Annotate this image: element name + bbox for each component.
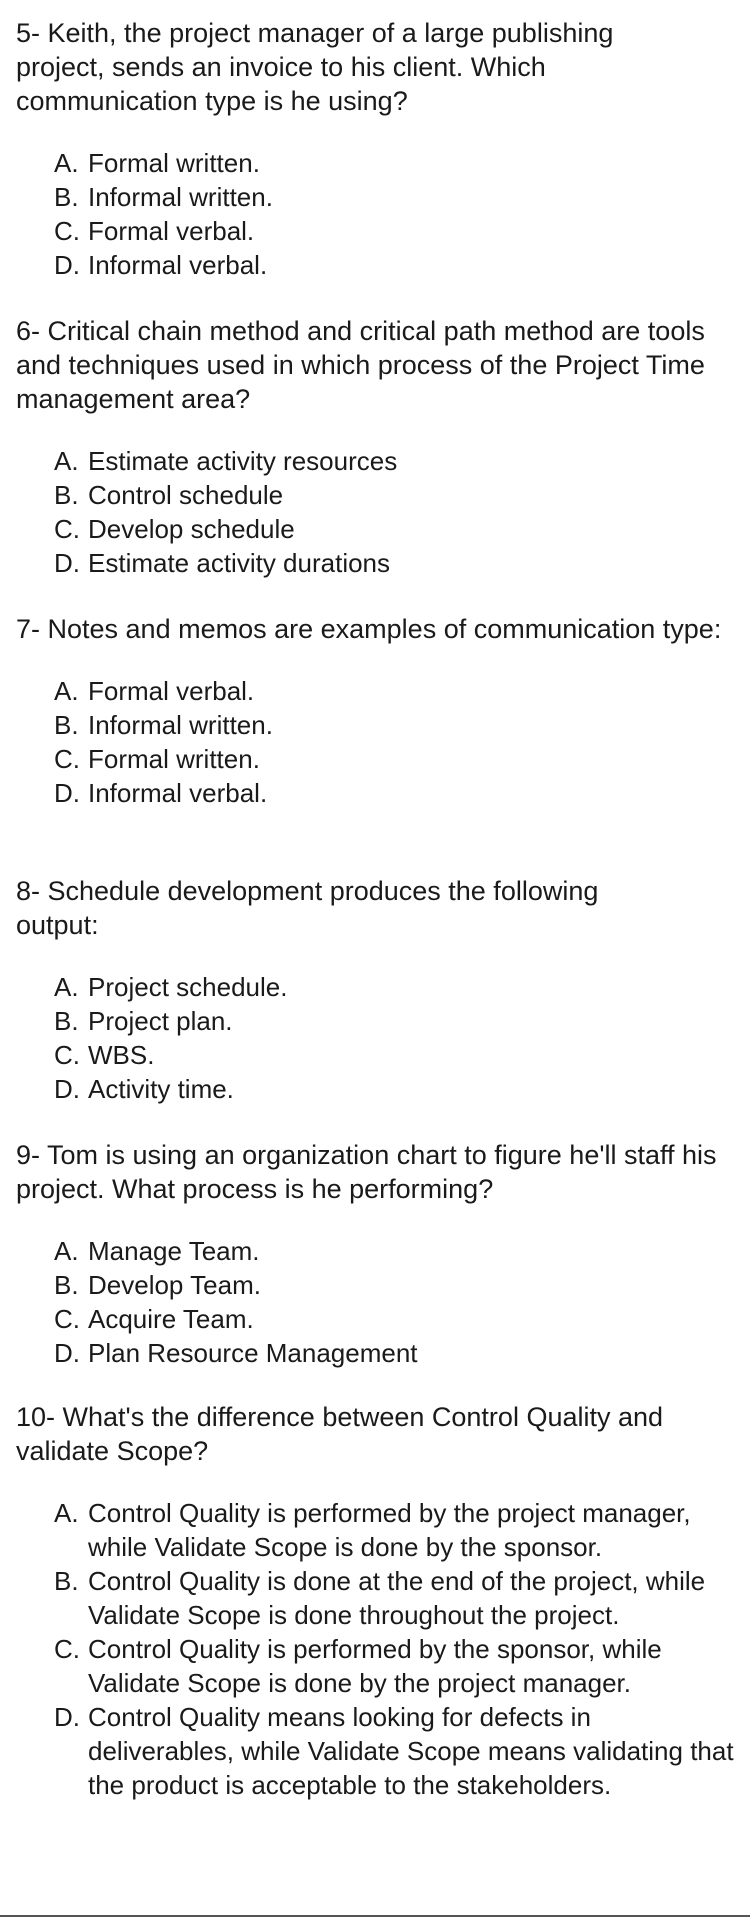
question-7 (16, 612, 746, 810)
option-text: Control Quality is performed by the project manager, while Validate Scope is done by the sponsor. (88, 1498, 691, 1562)
option-d (16, 1700, 746, 1802)
option-text: Develop schedule (88, 514, 295, 544)
option-letter: D. (54, 250, 80, 280)
option-letter: A. (54, 676, 79, 706)
option-letter: B. (54, 710, 79, 740)
option-text: Informal written. (88, 182, 273, 212)
option-text: Activity time. (88, 1074, 234, 1104)
question-text: 7- Notes and memos are examples of communication type: (16, 614, 722, 644)
option-letter: A. (54, 148, 79, 178)
option-text: Control schedule (88, 480, 284, 510)
question-10 (16, 1400, 746, 1802)
option-letter: C. (54, 216, 80, 246)
option-text: Project plan. (88, 1006, 233, 1036)
option-c (16, 214, 746, 248)
option-text: Informal verbal. (88, 250, 268, 280)
options-list (16, 444, 746, 580)
question-text: 9- Tom is using an organization chart to figure he'll staff his project. What process is he performing? (16, 1140, 717, 1204)
option-c (16, 1632, 746, 1700)
question-text: 10- What's the difference between Control Quality and validate Scope? (16, 1402, 664, 1466)
option-text: Formal verbal. (88, 676, 255, 706)
option-text: Formal written. (88, 744, 260, 774)
option-c (16, 1302, 746, 1336)
options-list (16, 970, 746, 1106)
question-text: 5- Keith, the project manager of a large publishing project, sends an invoice to his client. Which communication type is he using? (16, 18, 614, 116)
question-5 (16, 16, 746, 282)
option-text: Develop Team. (88, 1270, 261, 1300)
option-letter: B. (54, 1566, 79, 1596)
option-d (16, 1072, 746, 1106)
option-a (16, 970, 746, 1004)
option-letter: D. (54, 778, 80, 808)
option-c (16, 1038, 746, 1072)
option-a (16, 1496, 746, 1564)
option-letter: C. (54, 1040, 80, 1070)
option-d (16, 1336, 746, 1370)
option-letter: D. (54, 1702, 80, 1732)
options-list (16, 674, 746, 810)
option-b (16, 1564, 746, 1632)
option-b (16, 1268, 746, 1302)
option-letter: B. (54, 1006, 79, 1036)
question-9 (16, 1138, 746, 1370)
question-8 (16, 874, 746, 1106)
option-letter: D. (54, 548, 80, 578)
question-text: 6- Critical chain method and critical path method are tools and techniques used in which process of the Project Time management area? (16, 316, 705, 414)
option-letter: C. (54, 744, 80, 774)
options-list (16, 1496, 746, 1802)
option-text: Control Quality means looking for defects in deliverables, while Validate Scope means validating that the product is acceptable to the stakeholders. (88, 1702, 734, 1800)
bottom-divider (0, 1915, 750, 1917)
option-letter: C. (54, 1304, 80, 1334)
option-d (16, 776, 746, 810)
option-text: Informal verbal. (88, 778, 268, 808)
option-b (16, 708, 746, 742)
options-list (16, 146, 746, 282)
option-letter: A. (54, 1236, 79, 1266)
option-b (16, 1004, 746, 1038)
option-letter: C. (54, 1634, 80, 1664)
option-a (16, 444, 746, 478)
option-letter: B. (54, 1270, 79, 1300)
option-text: WBS. (88, 1040, 155, 1070)
option-text: Manage Team. (88, 1236, 260, 1266)
option-a (16, 146, 746, 180)
option-text: Project schedule. (88, 972, 288, 1002)
option-text: Plan Resource Management (88, 1338, 418, 1368)
question-6 (16, 314, 746, 580)
option-b (16, 180, 746, 214)
option-text: Control Quality is performed by the sponsor, while Validate Scope is done by the project manager. (88, 1634, 662, 1698)
option-text: Formal written. (88, 148, 260, 178)
option-c (16, 742, 746, 776)
option-letter: B. (54, 480, 79, 510)
options-list (16, 1234, 746, 1370)
option-text: Informal written. (88, 710, 273, 740)
option-text: Estimate activity durations (88, 548, 391, 578)
option-text: Control Quality is done at the end of the project, while Validate Scope is done throughout the project. (88, 1566, 706, 1630)
option-b (16, 478, 746, 512)
option-letter: A. (54, 1498, 79, 1528)
option-d (16, 546, 746, 580)
option-a (16, 674, 746, 708)
option-letter: C. (54, 514, 80, 544)
option-letter: D. (54, 1074, 80, 1104)
option-text: Formal verbal. (88, 216, 255, 246)
option-d (16, 248, 746, 282)
option-text: Estimate activity resources (88, 446, 398, 476)
option-letter: A. (54, 972, 79, 1002)
option-letter: D. (54, 1338, 80, 1368)
question-text: 8- Schedule development produces the following output: (16, 876, 599, 940)
option-letter: B. (54, 182, 79, 212)
option-a (16, 1234, 746, 1268)
option-text: Acquire Team. (88, 1304, 254, 1334)
option-letter: A. (54, 446, 79, 476)
option-c (16, 512, 746, 546)
